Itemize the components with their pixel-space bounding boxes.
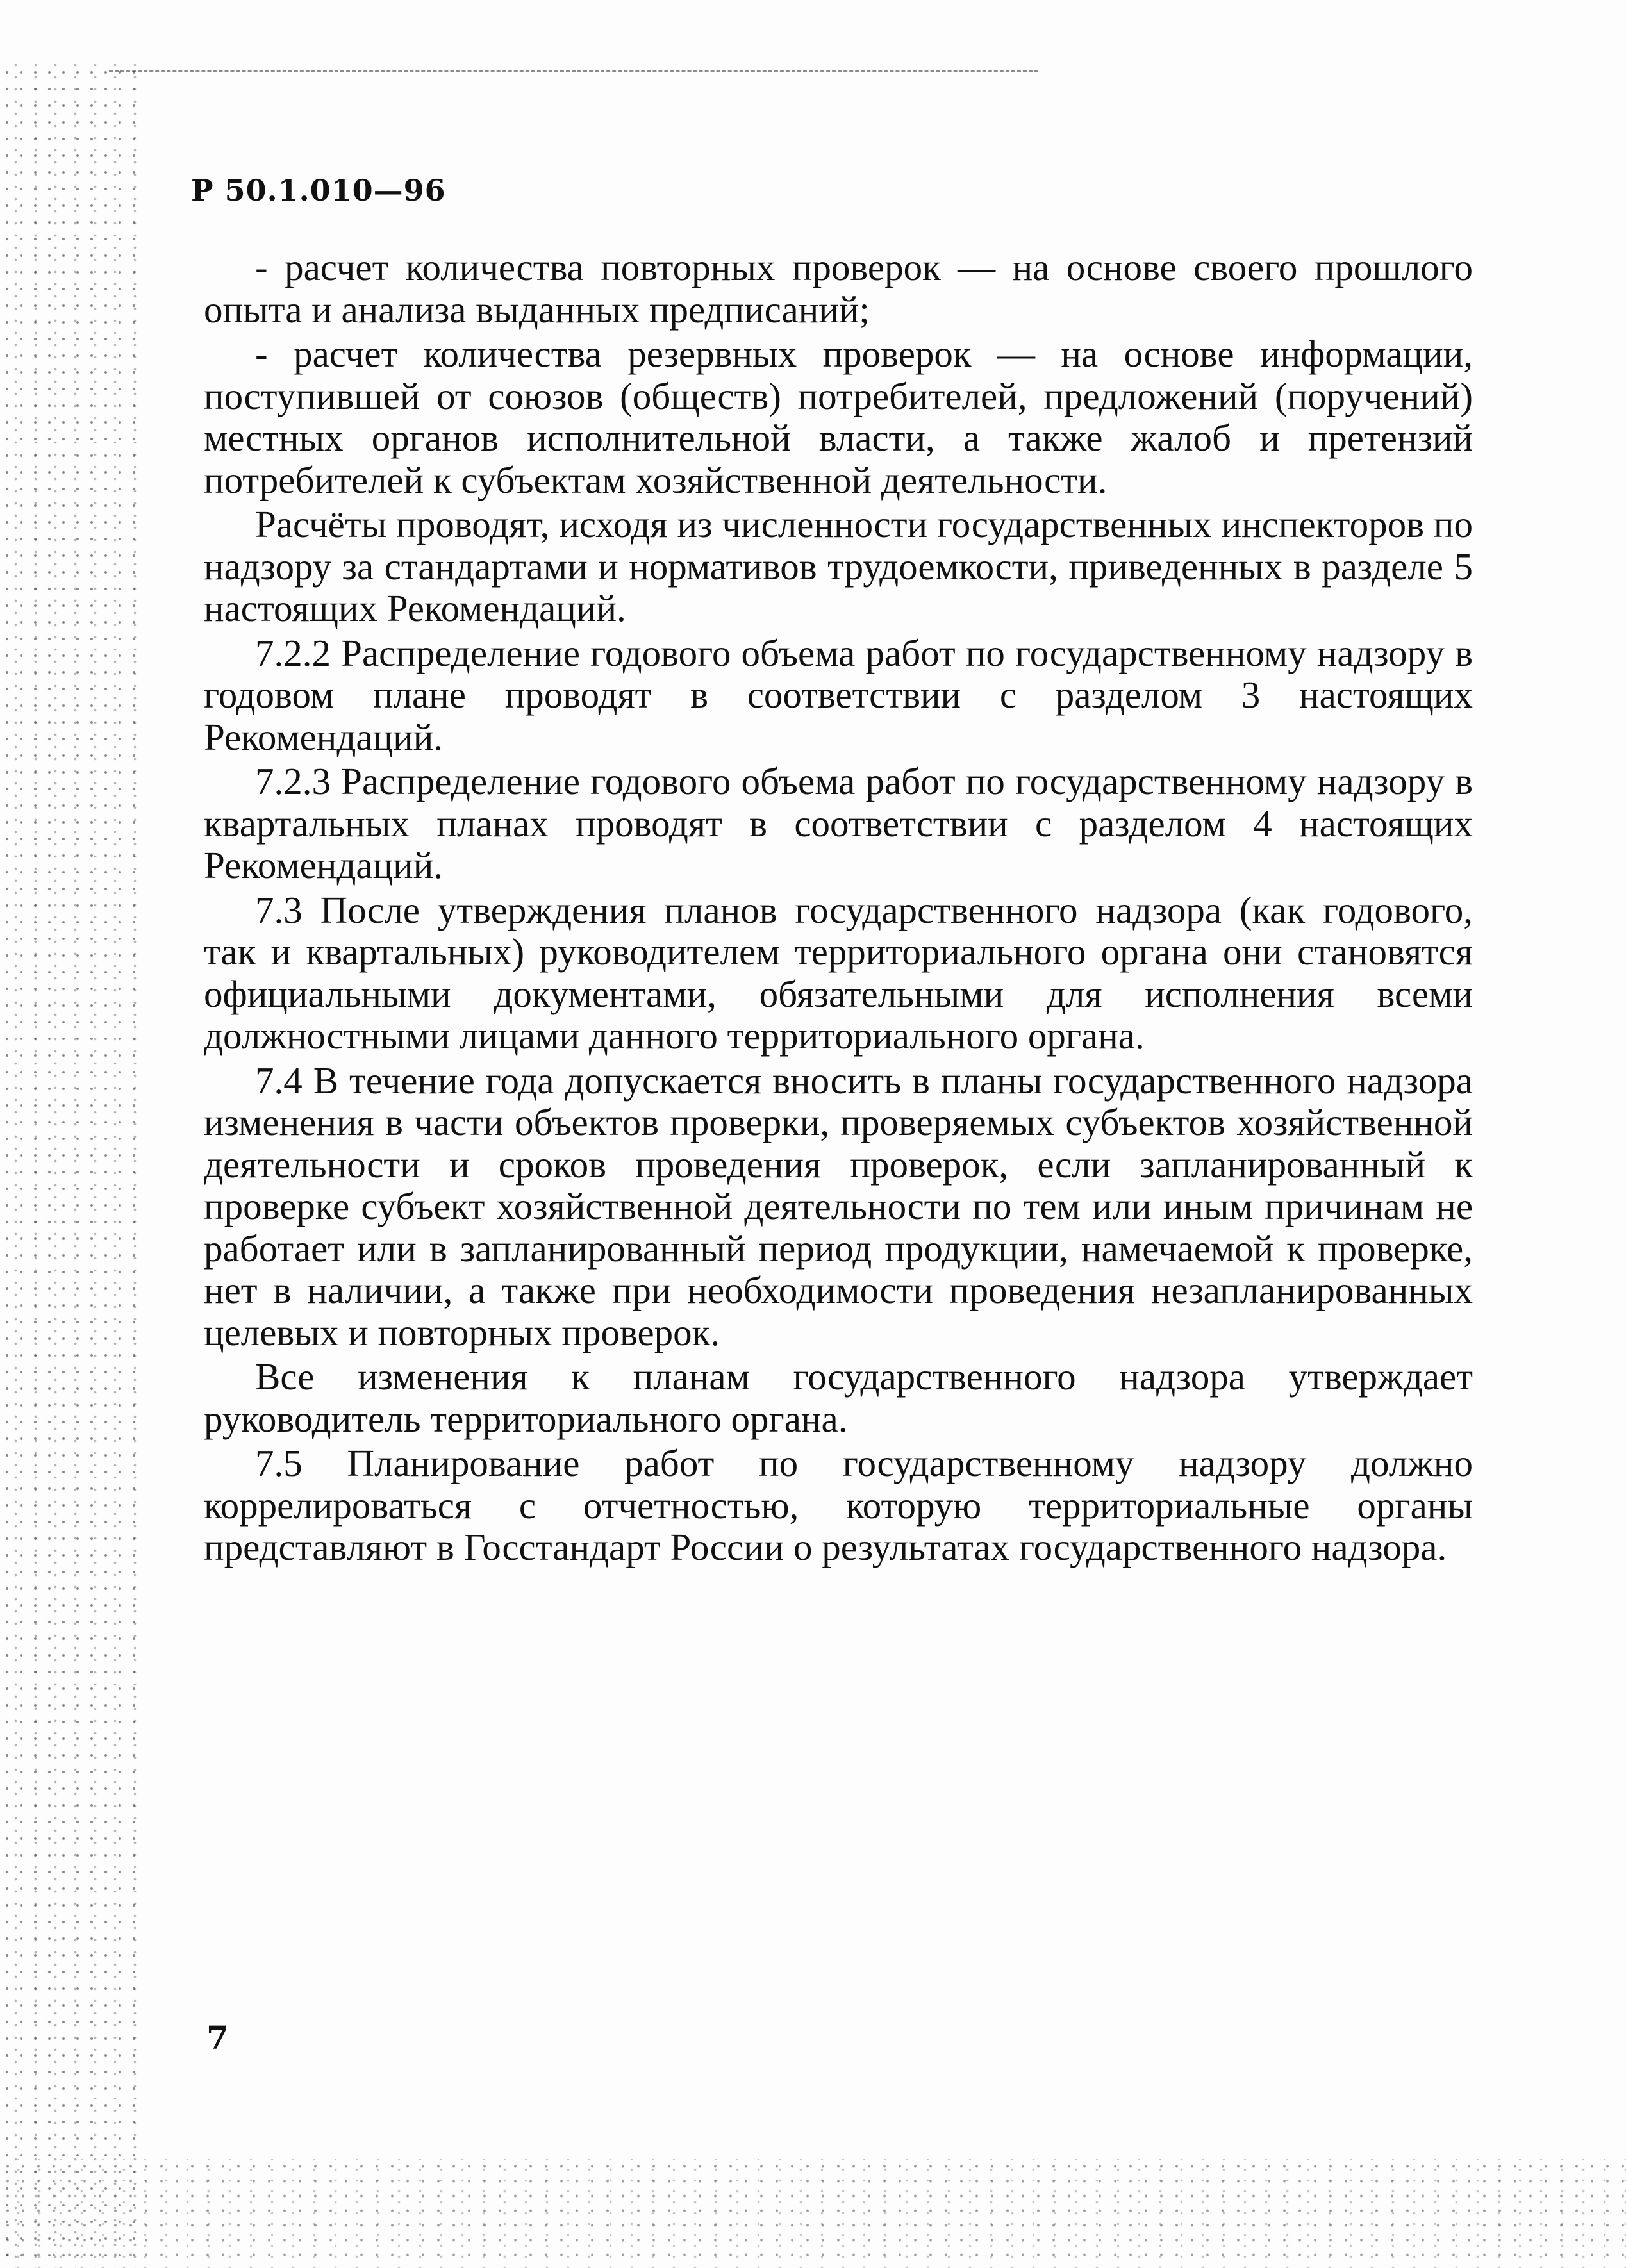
paragraph-7-2-3: 7.2.3 Распределение годового объема работ по государственному надзору в квартальных планах проводят в соответствии с разделом 4 настоящих Рекомендаций. xyxy=(204,760,1473,886)
scan-speckle-bottom xyxy=(0,2159,1626,2268)
document-code-header: Р 50.1.010—96 xyxy=(191,173,446,208)
scan-speckle-left xyxy=(0,64,138,2268)
paragraph-7-2-2: 7.2.2 Распределение годового объема работ по государственному надзору в годовом плане проводят в соответствии с разделом 3 настоящих Рекомендаций. xyxy=(204,631,1473,758)
scan-dash-top xyxy=(109,70,1038,75)
paragraph-7-4: 7.4 В течение года допускается вносить в планы государственного надзора изменения в части объектов проверки, проверяемых субъектов хозяйственной деятельности и сроков проведения проверок, если запланированный к проверке субъект хозяйственной деятельности по тем или иным причинам не работает или в запланированный период продукции, намечаемой к проверке, нет в наличии, а также при необходимости проведения незапланированных целевых и повторных проверок. xyxy=(204,1059,1473,1353)
document-body xyxy=(204,247,1473,1571)
page-number: 7 xyxy=(206,2019,229,2057)
paragraph-repeat-checks: - расчет количества повторных проверок — на основе своего прошлого опыта и анализа выданных предписаний; xyxy=(204,246,1473,331)
paragraph-calculations: Расчёты проводят, исходя из численности государственных инспекторов по надзору за стандартами и нормативов трудоемкости, приведенных в разделе 5 настоящих Рекомендаций. xyxy=(204,503,1473,629)
paragraph-reserve-checks: - расчет количества резервных проверок — на основе информации, поступившей от союзов (обществ) потребителей, предложений (поручений) местных органов исполнительной власти, а также жалоб и претензий потребителей к субъектам хозяйственной деятельности. xyxy=(204,333,1473,501)
paragraph-changes: Все изменения к планам государственного надзора утверждает руководитель территориального органа. xyxy=(204,1355,1473,1440)
paragraph-7-5: 7.5 Планирование работ по государственному надзору должно коррелироваться с отчетностью, которую территориальные органы представляют в Госстандарт России о результатах государственного надзора. xyxy=(204,1442,1473,1568)
paragraph-7-3: 7.3 После утверждения планов государственного надзора (как годового, так и квартальных) руководителем территориального органа они становятся официальными документами, обязательными для исполнения всеми должностными лицами данного территориального органа. xyxy=(204,888,1473,1057)
